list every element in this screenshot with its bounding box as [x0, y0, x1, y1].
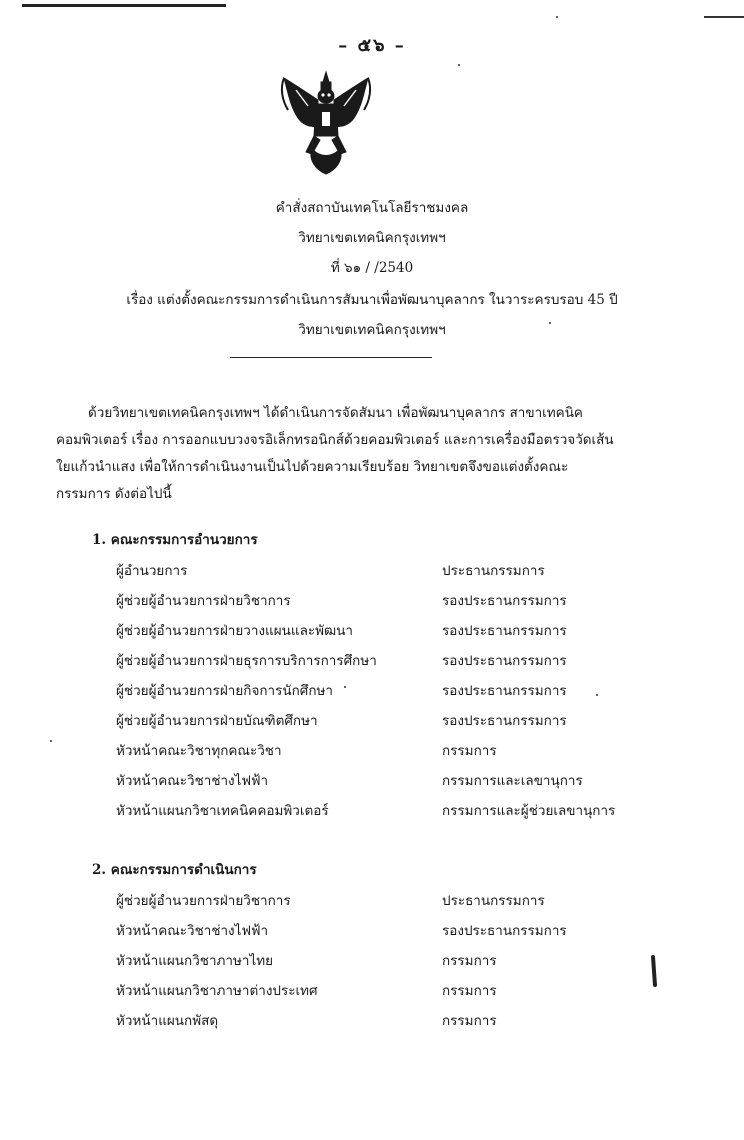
- member-position: หัวหน้าคณะวิชาช่างไฟฟ้า: [116, 923, 269, 939]
- body-paragraph: [56, 400, 616, 508]
- member-row: [116, 739, 636, 759]
- scan-speck: [344, 686, 346, 688]
- member-position: ผู้ช่วยผู้อำนวยการฝ่ายวิชาการ: [116, 593, 291, 609]
- member-position: หัวหน้าแผนกวิชาภาษาไทย: [116, 953, 274, 969]
- scan-speck: [596, 694, 598, 696]
- scan-edge-line: [22, 4, 226, 7]
- member-position: ผู้ช่วยผู้อำนวยการฝ่ายบัณฑิตศึกษา: [116, 713, 318, 729]
- body-line: คอมพิวเตอร์ เรื่อง การออกแบบวงจรอิเล็กทรอนิกส์ด้วยคอมพิวเตอร์ และการเครื่องมือตรวจวัดเส้น: [56, 432, 614, 448]
- member-row: [116, 619, 636, 639]
- member-role: กรรมการ: [442, 743, 497, 759]
- member-role: รองประธานกรรมการ: [442, 683, 567, 699]
- scan-speck: [458, 64, 460, 66]
- member-position: หัวหน้าคณะวิชาช่างไฟฟ้า: [116, 773, 269, 789]
- order-number: ที่ ๖๑ / /2540: [330, 260, 414, 276]
- member-row: [116, 679, 636, 699]
- member-position: หัวหน้าแผนกวิชาภาษาต่างประเทศ: [116, 983, 318, 999]
- member-role: กรรมการ: [442, 1013, 497, 1029]
- scan-speck: [549, 322, 551, 324]
- member-row: [116, 559, 636, 579]
- member-row: [116, 589, 636, 609]
- garuda-emblem-icon: [276, 70, 376, 180]
- scan-speck: [50, 740, 52, 742]
- member-row: [116, 799, 636, 819]
- order-subject-line2: วิทยาเขตเทคนิคกรุงเทพฯ: [298, 322, 446, 338]
- scan-mark: [651, 955, 657, 987]
- member-row: [116, 889, 636, 909]
- heading-divider: [230, 357, 432, 358]
- member-role: รองประธานกรรมการ: [442, 653, 567, 669]
- member-row: [116, 769, 636, 789]
- member-row: [116, 979, 636, 999]
- member-role: กรรมการ: [442, 953, 497, 969]
- member-role: รองประธานกรรมการ: [442, 923, 567, 939]
- body-line: ใยแก้วนำแสง เพื่อให้การดำเนินงานเป็นไปด้วยความเรียบร้อย วิทยาเขตจึงขอแต่งตั้งคณะ: [56, 459, 569, 475]
- member-role: กรรมการและผู้ช่วยเลขานุการ: [442, 803, 616, 819]
- page-number: – ๕๖ –: [338, 35, 406, 56]
- member-role: รองประธานกรรมการ: [442, 593, 567, 609]
- member-position: ผู้ช่วยผู้อำนวยการฝ่ายกิจการนักศึกษา: [116, 683, 334, 699]
- member-position: ผู้ช่วยผู้อำนวยการฝ่ายธุรการบริการการศึกษา: [116, 653, 377, 669]
- member-role: กรรมการ: [442, 983, 497, 999]
- body-line: กรรมการ ดังต่อไปนี้: [56, 486, 172, 502]
- member-row: [116, 1009, 636, 1029]
- member-position: ผู้ช่วยผู้อำนวยการฝ่ายวิชาการ: [116, 893, 291, 909]
- member-position: หัวหน้าแผนกวิชาเทคนิคคอมพิวเตอร์: [116, 803, 329, 819]
- member-position: ผู้ช่วยผู้อำนวยการฝ่ายวางแผนและพัฒนา: [116, 623, 354, 639]
- scan-edge-line-right: [704, 16, 744, 18]
- section-title-operations: 2. คณะกรรมการดำเนินการ: [92, 862, 257, 878]
- member-row: [116, 649, 636, 669]
- member-role: รองประธานกรรมการ: [442, 623, 567, 639]
- order-heading: คำสั่งสถาบันเทคโนโลยีราชมงคล: [275, 200, 469, 216]
- section-title-steering: 1. คณะกรรมการอำนวยการ: [92, 532, 258, 548]
- member-position: หัวหน้าคณะวิชาทุกคณะวิชา: [116, 743, 282, 759]
- member-role: กรรมการและเลขานุการ: [442, 773, 583, 789]
- member-position: หัวหน้าแผนกพัสดุ: [116, 1013, 219, 1029]
- member-role: ประธานกรรมการ: [442, 893, 545, 909]
- campus-name: วิทยาเขตเทคนิคกรุงเทพฯ: [298, 230, 446, 246]
- member-row: [116, 919, 636, 939]
- member-role: ประธานกรรมการ: [442, 563, 545, 579]
- body-line: ด้วยวิทยาเขตเทคนิคกรุงเทพฯ ได้ดำเนินการจัดสัมนา เพื่อพัฒนาบุคลากร สาขาเทคนิค: [88, 405, 583, 421]
- member-row: [116, 709, 636, 729]
- member-row: [116, 949, 636, 969]
- member-role: รองประธานกรรมการ: [442, 713, 567, 729]
- member-position: ผู้อำนวยการ: [116, 563, 188, 579]
- order-subject: เรื่อง แต่งตั้งคณะกรรมการดำเนินการสัมนาเพื่อพัฒนาบุคลากร ในวาระครบรอบ 45 ปี: [126, 292, 618, 308]
- scan-speck: [556, 16, 558, 18]
